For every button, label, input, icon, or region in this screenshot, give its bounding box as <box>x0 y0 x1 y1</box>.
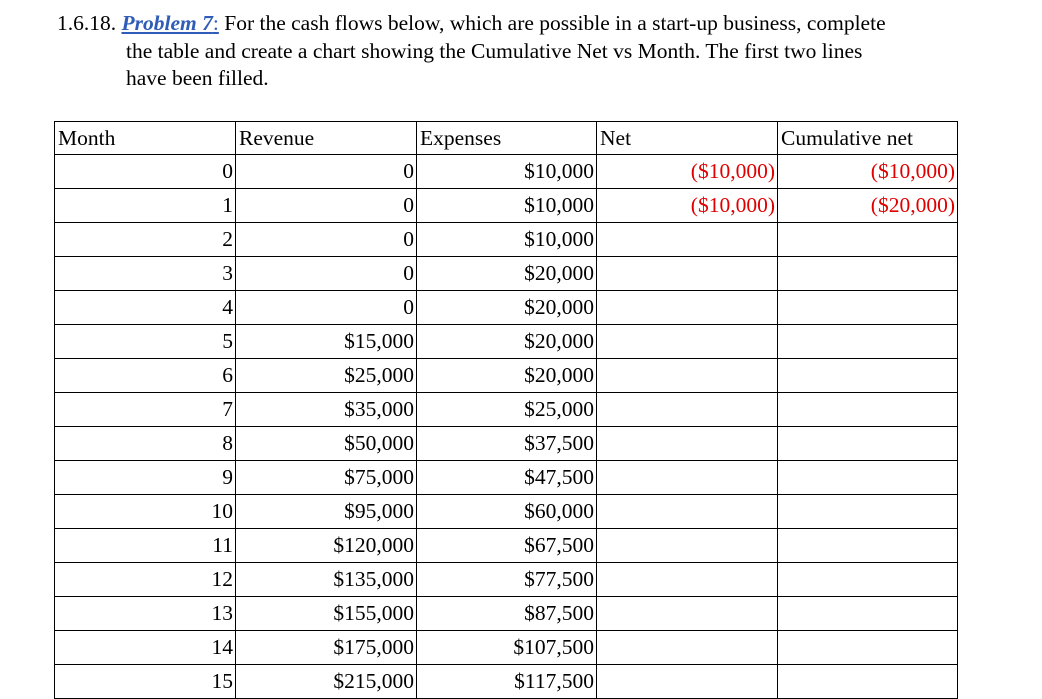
table-row <box>55 393 958 427</box>
cell-month: 5 <box>55 325 236 359</box>
cell-net <box>597 291 778 325</box>
table-row <box>55 291 958 325</box>
table-row <box>55 665 958 699</box>
table-row <box>55 189 958 223</box>
cell-net: ($10,000) <box>597 189 778 223</box>
cell-net <box>597 257 778 291</box>
table-row <box>55 631 958 665</box>
cell-net: ($10,000) <box>597 155 778 189</box>
cell-month: 12 <box>55 563 236 597</box>
cell-revenue: $155,000 <box>236 597 417 631</box>
problem-link[interactable]: Problem 7 <box>121 11 213 35</box>
cell-revenue: 0 <box>236 189 417 223</box>
header-net: Net <box>597 122 778 155</box>
cell-cumulative-net <box>778 427 958 461</box>
cell-expenses: $10,000 <box>417 189 597 223</box>
header-expenses: Expenses <box>417 122 597 155</box>
problem-line-1-text: For the cash flows below, which are possible in a start-up business, complete <box>218 11 886 35</box>
cell-net <box>597 529 778 563</box>
cell-cumulative-net <box>778 597 958 631</box>
cell-expenses: $25,000 <box>417 393 597 427</box>
cell-month: 7 <box>55 393 236 427</box>
cell-revenue: 0 <box>236 155 417 189</box>
cell-expenses: $10,000 <box>417 155 597 189</box>
table-row <box>55 155 958 189</box>
cell-month: 0 <box>55 155 236 189</box>
problem-statement <box>57 10 1017 93</box>
cell-net <box>597 665 778 699</box>
cell-net <box>597 223 778 257</box>
table-row <box>55 529 958 563</box>
cell-month: 14 <box>55 631 236 665</box>
cell-month: 1 <box>55 189 236 223</box>
table-row <box>55 427 958 461</box>
cell-month: 2 <box>55 223 236 257</box>
cell-cumulative-net <box>778 291 958 325</box>
cell-expenses: $47,500 <box>417 461 597 495</box>
cell-month: 4 <box>55 291 236 325</box>
cell-expenses: $60,000 <box>417 495 597 529</box>
cell-cumulative-net <box>778 665 958 699</box>
table-row <box>55 495 958 529</box>
cell-month: 13 <box>55 597 236 631</box>
cell-cumulative-net: ($10,000) <box>778 155 958 189</box>
cell-revenue: 0 <box>236 291 417 325</box>
cell-cumulative-net <box>778 461 958 495</box>
cell-net <box>597 495 778 529</box>
cell-cumulative-net <box>778 563 958 597</box>
cell-month: 8 <box>55 427 236 461</box>
cell-revenue: $215,000 <box>236 665 417 699</box>
cell-cumulative-net <box>778 495 958 529</box>
table-row <box>55 325 958 359</box>
cell-revenue: $75,000 <box>236 461 417 495</box>
cell-month: 6 <box>55 359 236 393</box>
cell-cumulative-net <box>778 631 958 665</box>
cell-expenses: $107,500 <box>417 631 597 665</box>
cell-expenses: $37,500 <box>417 427 597 461</box>
cell-revenue: $120,000 <box>236 529 417 563</box>
cell-revenue: 0 <box>236 257 417 291</box>
cell-cumulative-net <box>778 257 958 291</box>
cell-revenue: $25,000 <box>236 359 417 393</box>
cell-net <box>597 563 778 597</box>
cell-expenses: $20,000 <box>417 291 597 325</box>
problem-number: 1.6.18. <box>57 11 117 35</box>
cell-net <box>597 359 778 393</box>
cell-month: 9 <box>55 461 236 495</box>
cell-net <box>597 393 778 427</box>
header-cumulative-net: Cumulative net <box>778 122 958 155</box>
cell-revenue: $135,000 <box>236 563 417 597</box>
cell-month: 15 <box>55 665 236 699</box>
cell-month: 3 <box>55 257 236 291</box>
cell-cumulative-net <box>778 325 958 359</box>
cell-net <box>597 427 778 461</box>
cash-flow-table <box>54 121 958 699</box>
cell-expenses: $20,000 <box>417 325 597 359</box>
table-header-row <box>55 122 958 155</box>
problem-link-colon: : <box>212 11 219 35</box>
cell-revenue: $175,000 <box>236 631 417 665</box>
cell-net <box>597 461 778 495</box>
table-row <box>55 563 958 597</box>
cell-revenue: $35,000 <box>236 393 417 427</box>
cell-expenses: $20,000 <box>417 257 597 291</box>
cell-cumulative-net <box>778 529 958 563</box>
cell-cumulative-net <box>778 223 958 257</box>
cell-month: 10 <box>55 495 236 529</box>
cell-revenue: $95,000 <box>236 495 417 529</box>
table-row <box>55 461 958 495</box>
table-row <box>55 597 958 631</box>
cell-cumulative-net: ($20,000) <box>778 189 958 223</box>
cell-net <box>597 325 778 359</box>
problem-line-2: the table and create a chart showing the Cumulative Net vs Month. The first two lines <box>126 38 863 63</box>
table-row <box>55 257 958 291</box>
cell-revenue: $15,000 <box>236 325 417 359</box>
table-row <box>55 359 958 393</box>
cell-net <box>597 597 778 631</box>
header-month: Month <box>55 122 236 155</box>
cell-expenses: $20,000 <box>417 359 597 393</box>
cell-expenses: $117,500 <box>417 665 597 699</box>
problem-line-3: have been filled. <box>126 66 269 90</box>
cell-month: 11 <box>55 529 236 563</box>
cell-cumulative-net <box>778 393 958 427</box>
cell-expenses: $10,000 <box>417 223 597 257</box>
cell-revenue: $50,000 <box>236 427 417 461</box>
cell-net <box>597 631 778 665</box>
cell-expenses: $67,500 <box>417 529 597 563</box>
header-revenue: Revenue <box>236 122 417 155</box>
cell-expenses: $77,500 <box>417 563 597 597</box>
cell-cumulative-net <box>778 359 958 393</box>
table-row <box>55 223 958 257</box>
cell-expenses: $87,500 <box>417 597 597 631</box>
cell-revenue: 0 <box>236 223 417 257</box>
problem-line-1 <box>57 10 1017 38</box>
